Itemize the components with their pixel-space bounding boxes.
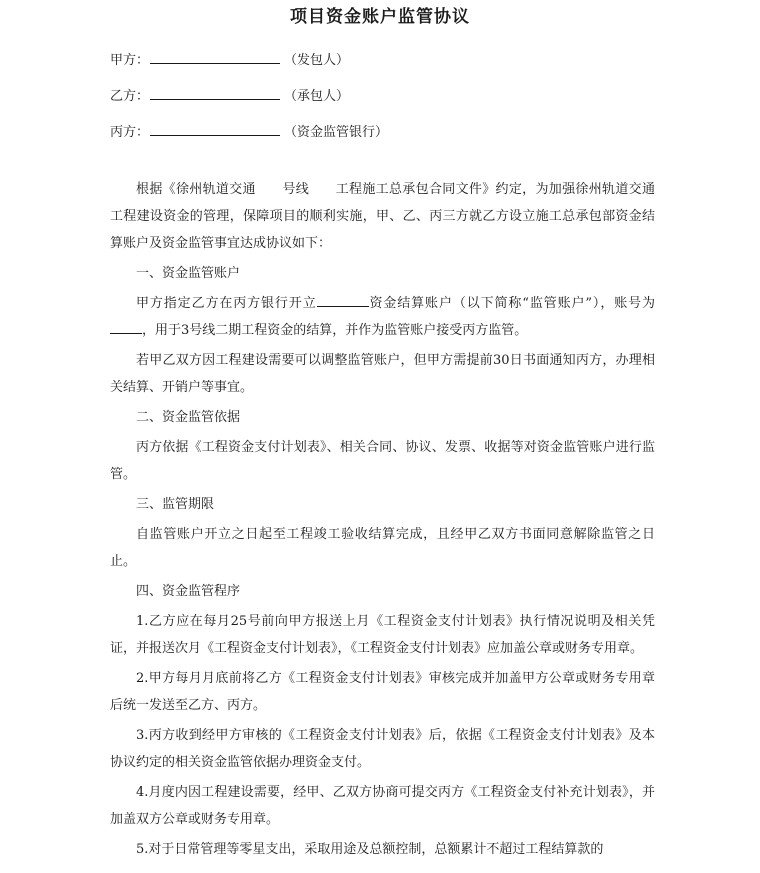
party-a-blank [150, 50, 280, 64]
section-4-item: 1.乙方应在每月25号前向甲方报送上月《工程资金支付计划表》执行情况说明及相关凭证，并报送次月《工程资金支付计划表》，《工程资金支付计划表》应加盖公章或财务专用章。 [110, 614, 655, 656]
party-a-line [110, 50, 349, 71]
document-title: 项目资金账户监管协议 [290, 7, 470, 27]
party-b-role: （承包人） [284, 89, 350, 104]
account-number-blank [110, 320, 142, 334]
section-4-item: 3.丙方收到经甲方审核的《工程资金支付计划表》后，依据《工程资金支付计划表》及本协议约定的相关资金监管依据办理资金支付。 [110, 728, 655, 770]
section-4-item: 5.对于日常管理等零星支出，采取用途及总额控制，总额累计不超过工程结算款的 [136, 842, 604, 857]
section-1-paragraph-1 [110, 290, 655, 344]
section-4-item: 2.甲方每月月底前将乙方《工程资金支付计划表》审核完成并加盖甲方公章或财务专用章后统一发送至乙方、丙方。 [110, 671, 655, 713]
section-2-heading: 二、资金监管依据 [136, 410, 241, 425]
agreement-body [110, 176, 655, 866]
party-b-blank [150, 86, 280, 100]
section-2-paragraph-1: 丙方依据《工程资金支付计划表》、相关合同、协议、发票、收据等对资金监管账户进行监管。 [110, 440, 655, 482]
bank-name-blank [317, 293, 369, 307]
section-3-paragraph-1: 自监管账户开立之日起至工程竣工验收结算完成，且经甲乙双方书面同意解除监管之日止。 [110, 527, 655, 569]
party-b-label: 乙方： [110, 89, 150, 104]
party-a-role: （发包人） [284, 53, 350, 68]
preamble-paragraph: 根据《徐州轨道交通 号线 工程施工总承包合同文件》约定，为加强徐州轨道交通工程建设资金的管理，保障项目的顺利实施，甲、乙、丙三方就乙方设立施工总承包部资金结算账户及资金监管事宜达成协议如下： [110, 182, 655, 251]
party-c-label: 丙方： [110, 125, 150, 140]
party-a-label: 甲方： [110, 53, 150, 68]
section-1-text-a: 甲方指定乙方在丙方银行开立 [136, 296, 317, 311]
section-1-text-b: 资金结算账户（以下简称“监管账户”），账号为 [368, 296, 655, 311]
section-1-heading: 一、资金监管账户 [136, 266, 241, 281]
party-c-line [110, 122, 388, 143]
party-c-role: （资金监管银行） [284, 125, 389, 140]
section-3-heading: 三、监管期限 [136, 497, 215, 512]
section-4-item: 4.月度内因工程建设需要，经甲、乙双方协商可提交丙方《工程资金支付补充计划表》，并加盖双方公章或财务专用章。 [110, 785, 655, 827]
party-b-line [110, 86, 349, 107]
party-c-blank [150, 122, 280, 136]
section-1-paragraph-2: 若甲乙双方因工程建设需要可以调整监管账户，但甲方需提前30日书面通知丙方，办理相关结算、开销户等事宜。 [110, 353, 655, 395]
section-1-text-c: ，用于3号线二期工程资金的结算，并作为监管账户接受丙方监管。 [142, 323, 528, 338]
section-4-heading: 四、资金监管程序 [136, 584, 241, 599]
